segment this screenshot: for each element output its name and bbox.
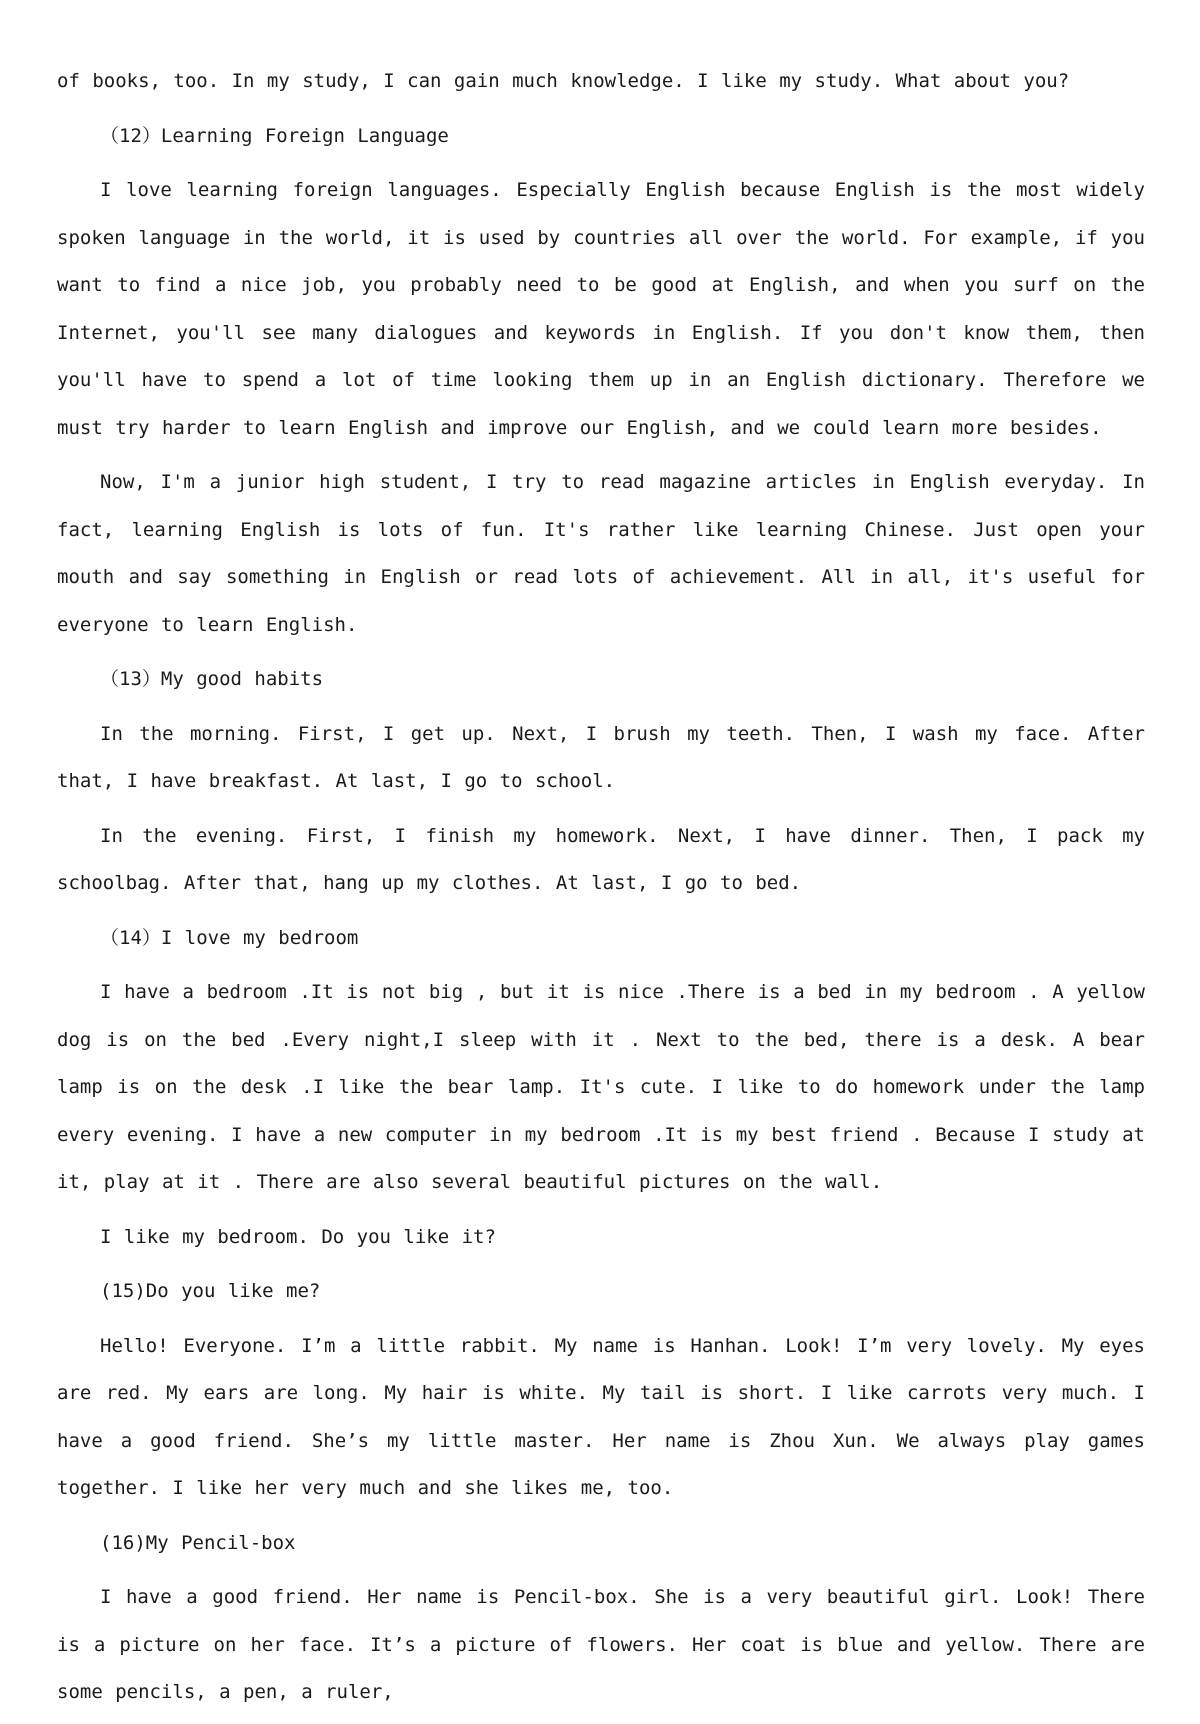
paragraph-habits-evening: In the evening. First, I finish my homework. Next, I have dinner. Then, I pack my schoolbag. After that, hang up my clothes. At last, I go to bed. — [57, 824, 1145, 894]
section-heading-13: （13）My good habits — [100, 668, 324, 690]
paragraph-foreign-language-2: Now, I'm a junior high student, I try to read magazine articles in English everyday. In fact, learning English is lots of fun. It's rather like learning Chinese. Just open your mouth and say something in English or read lots of achievement. All in all, it's useful for everyone to learn English. — [57, 471, 1145, 636]
document-page — [57, 58, 1145, 1724]
section-heading-14: （14）I love my bedroom — [100, 926, 359, 949]
paragraph-foreign-language-1: I love learning foreign languages. Especially English because English is the most widely spoken language in the world, it is used by countries all over the world. For example, if you want to find a nice job, you probably need to be good at English, and when you surf on the Internet, you'll see many dialogues and keywords in English. If you don't know them, then you'll have to spend a lot of time looking them up in an English dictionary. Therefore we must try harder to learn English and improve our English, and we could learn more besides. — [57, 179, 1145, 439]
paragraph-pencil-box: I have a good friend. Her name is Pencil-box. She is a very beautiful girl. Look! There is a picture on her face. It’s a picture of flowers. Her coat is blue and yellow. There are some pencils, a pen, a ruler, — [57, 1586, 1145, 1703]
section-heading-16: (16)My Pencil-box — [100, 1531, 296, 1554]
section-heading-12: （12）Learning Foreign Language — [100, 124, 449, 147]
paragraph-bedroom-1: I have a bedroom .It is not big , but it is nice .There is a bed in my bedroom . A yellow dog is on the bed .Every night,I sleep with it . Next to the bed, there is a desk. A bear lamp is on the desk .I like the bear lamp. It's cute. I like to do homework under the lamp every evening. I have a new computer in my bedroom .It is my best friend . Because I study at it, play at it . There are also several beautiful pictures on the wall. — [57, 981, 1145, 1193]
section-heading-15: (15)Do you like me? — [100, 1280, 321, 1302]
paragraph-bedroom-2: I like my bedroom. Do you like it? — [100, 1225, 496, 1248]
paragraph-rabbit: Hello! Everyone. I’m a little rabbit. My name is Hanhan. Look! I’m very lovely. My eyes are red. My ears are long. My hair is white. My tail is short. I like carrots very much. I have a good friend. She’s my little master. Her name is Zhou Xun. We always play games together. I like her very much and she likes me, too. — [57, 1334, 1145, 1499]
paragraph-habits-morning: In the morning. First, I get up. Next, I brush my teeth. Then, I wash my face. After that, I have breakfast. At last, I go to school. — [57, 722, 1145, 792]
paragraph-continuation: of books, too. In my study, I can gain much knowledge. I like my study. What about you? — [57, 70, 1070, 92]
